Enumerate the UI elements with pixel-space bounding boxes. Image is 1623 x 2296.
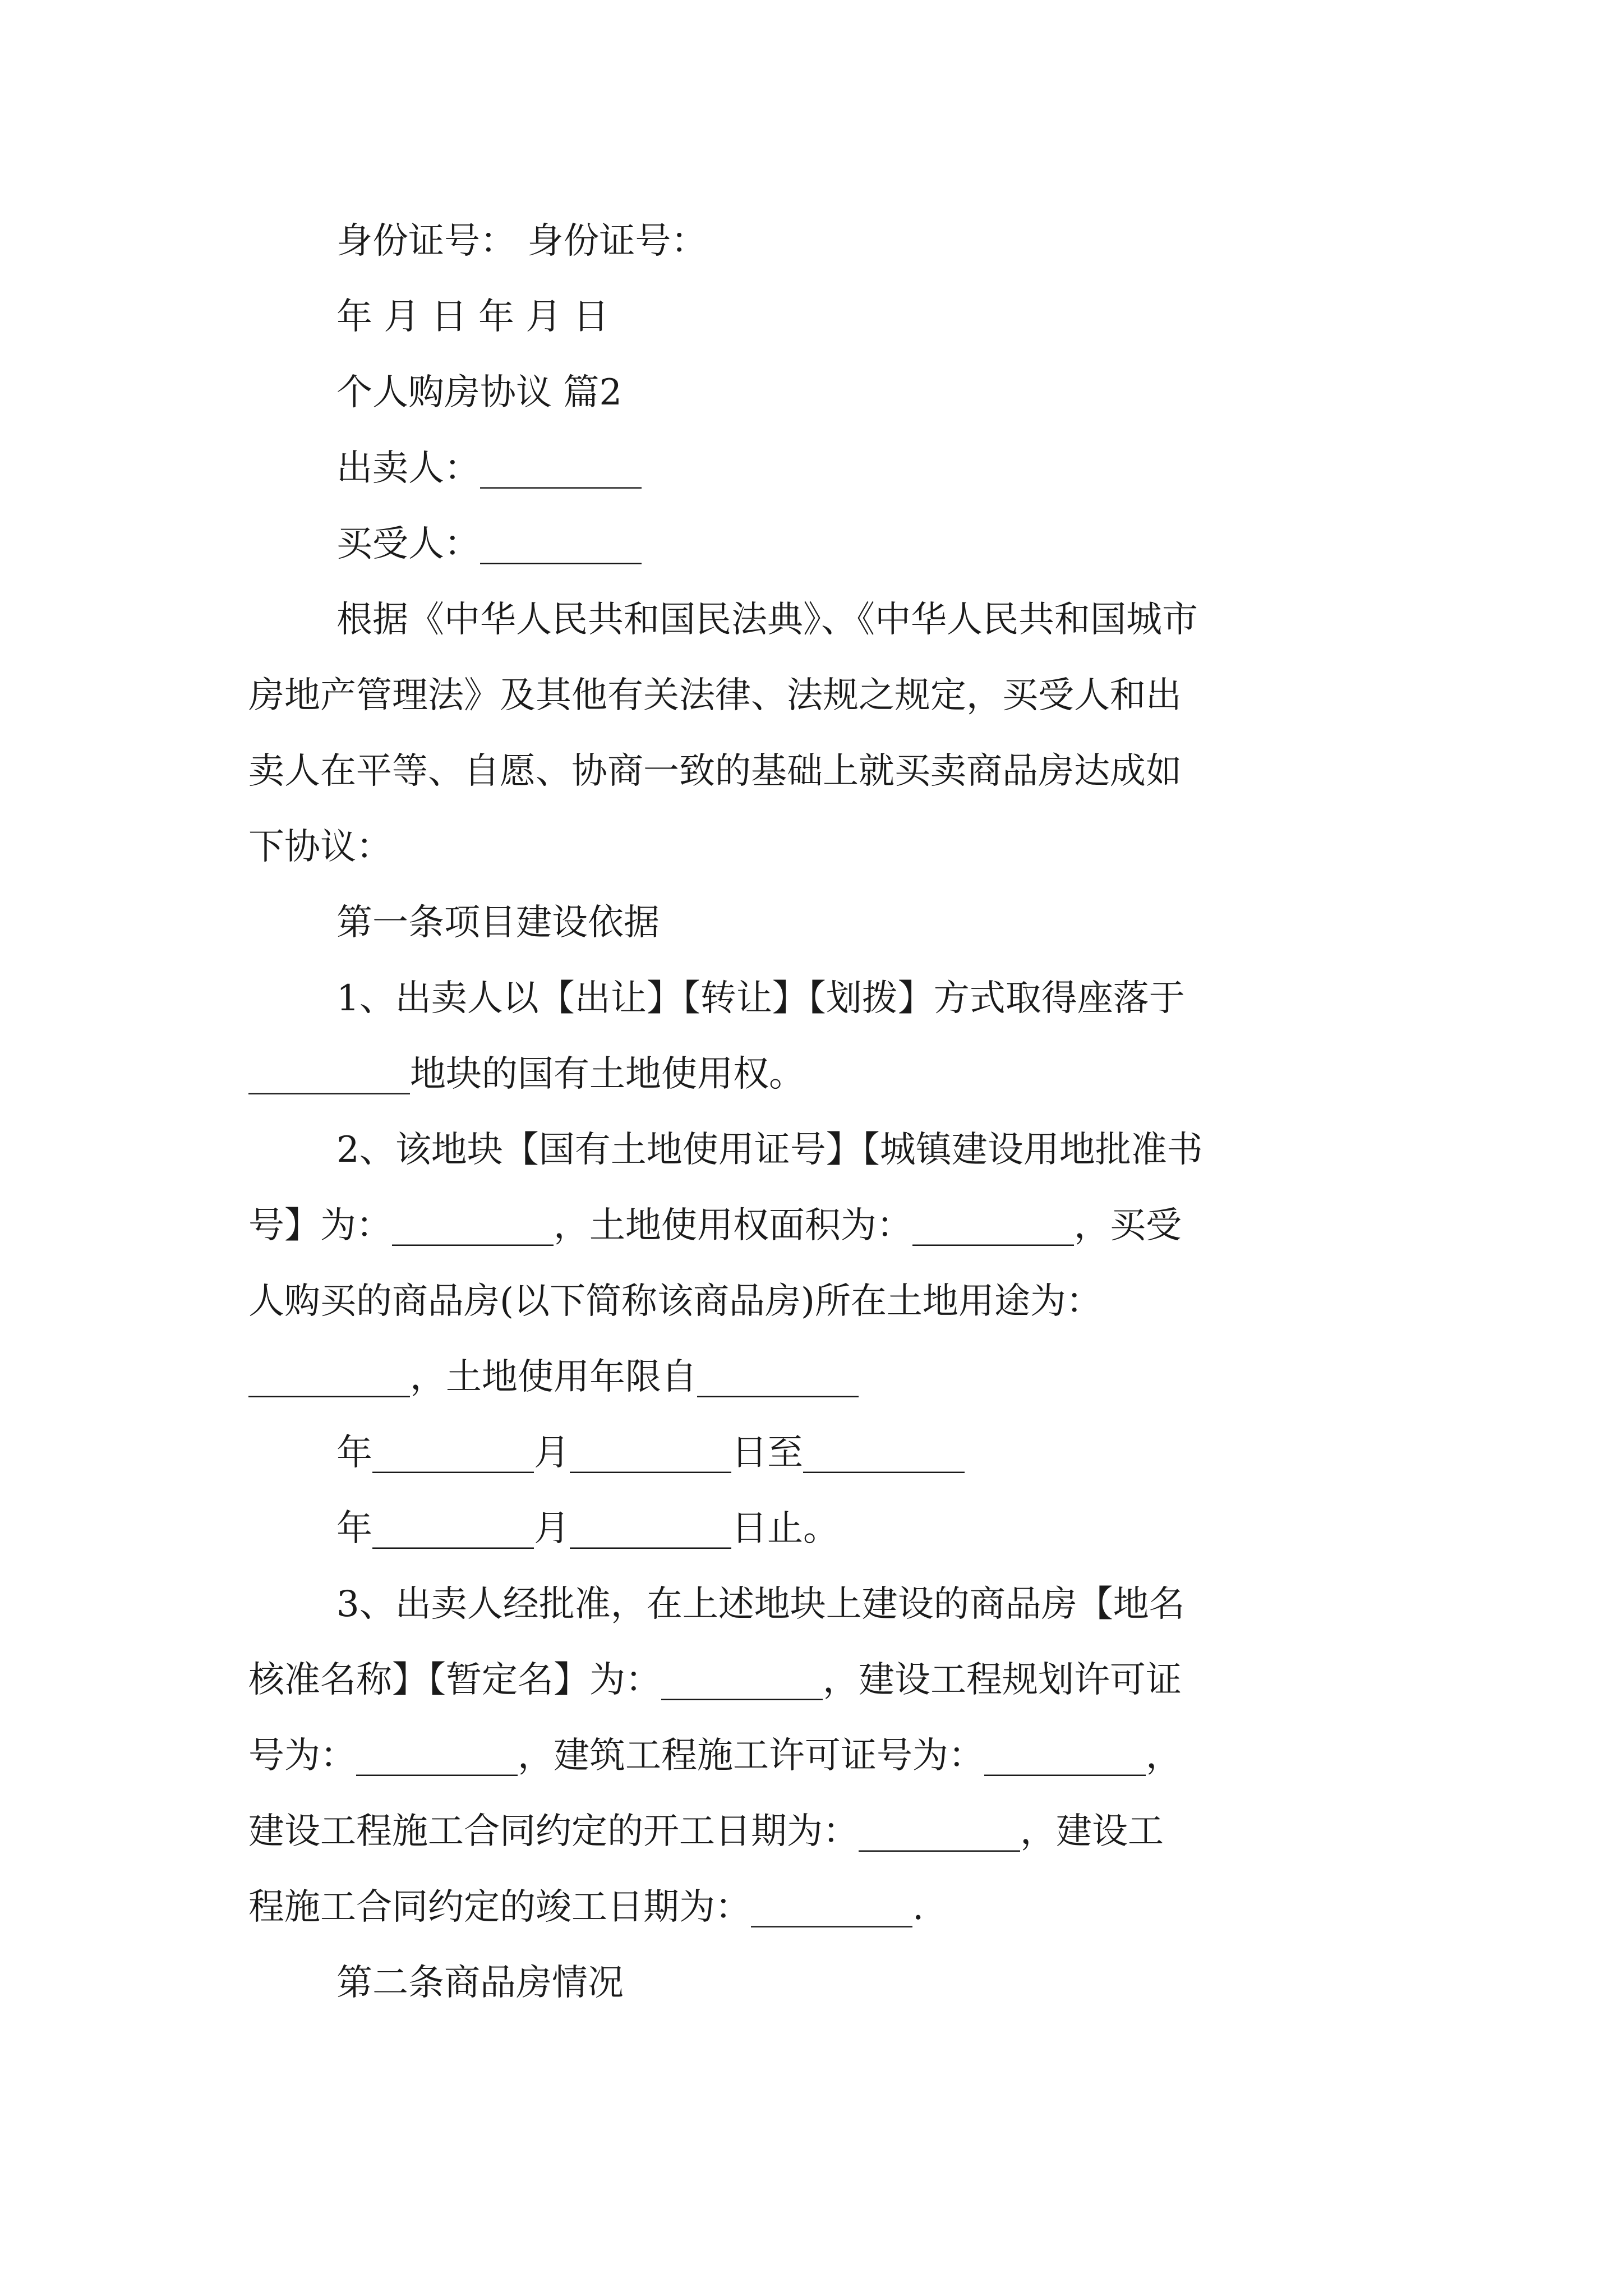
clause-2-line-4: _________，土地使用年限自_________ xyxy=(248,1356,859,1398)
section-title: 个人购房协议 篇2 xyxy=(336,372,623,413)
seller-field: 出卖人：_________ xyxy=(336,448,642,489)
preamble-line-1: 根据《中华人民共和国民法典》、《中华人民共和国城市 xyxy=(336,599,1198,641)
clause-2-line-3: 人购买的商品房(以下简称该商品房)所在土地用途为： xyxy=(248,1281,1102,1322)
clause-2-line-6: 年_________月_________日止。 xyxy=(336,1508,839,1549)
clause-2-line-1: 2、该地块【国有土地使用证号】【城镇建设用地批准书 xyxy=(336,1129,1203,1171)
preamble-line-2: 房地产管理法》及其他有关法律、法规之规定，买受人和出 xyxy=(248,675,1182,716)
buyer-field: 买受人：_________ xyxy=(336,523,642,565)
id-number-labels: 身份证号： 身份证号： xyxy=(336,220,707,262)
clause-1-line-2: _________地块的国有土地使用权。 xyxy=(248,1053,805,1095)
article-2-heading: 第二条商品房情况 xyxy=(336,1962,624,2004)
date-placeholders: 年 月 日 年 月 日 xyxy=(336,296,609,338)
preamble-line-3: 卖人在平等、自愿、协商一致的基础上就买卖商品房达成如 xyxy=(248,751,1182,792)
clause-1-line-1: 1、出卖人以【出让】【转让】【划拨】方式取得座落于 xyxy=(336,978,1185,1019)
article-1-heading: 第一条项目建设依据 xyxy=(336,902,660,944)
clause-3-line-3: 号为：_________，建筑工程施工许可证号为：_________， xyxy=(248,1735,1182,1777)
preamble-line-4: 下协议： xyxy=(248,826,392,868)
clause-3-line-1: 3、出卖人经批准，在上述地块上建设的商品房【地名 xyxy=(336,1584,1185,1625)
clause-3-line-2: 核准名称】【暂定名】为：_________，建设工程规划许可证 xyxy=(248,1659,1182,1701)
clause-2-line-2: 号】为：_________，土地使用权面积为：_________，买受 xyxy=(248,1205,1182,1246)
clause-3-line-5: 程施工合同约定的竣工日期为：_________. xyxy=(248,1887,924,1928)
clause-2-line-5: 年_________月_________日至_________ xyxy=(336,1432,965,1474)
clause-3-line-4: 建设工程施工合同约定的开工日期为：_________，建设工 xyxy=(248,1811,1164,1852)
